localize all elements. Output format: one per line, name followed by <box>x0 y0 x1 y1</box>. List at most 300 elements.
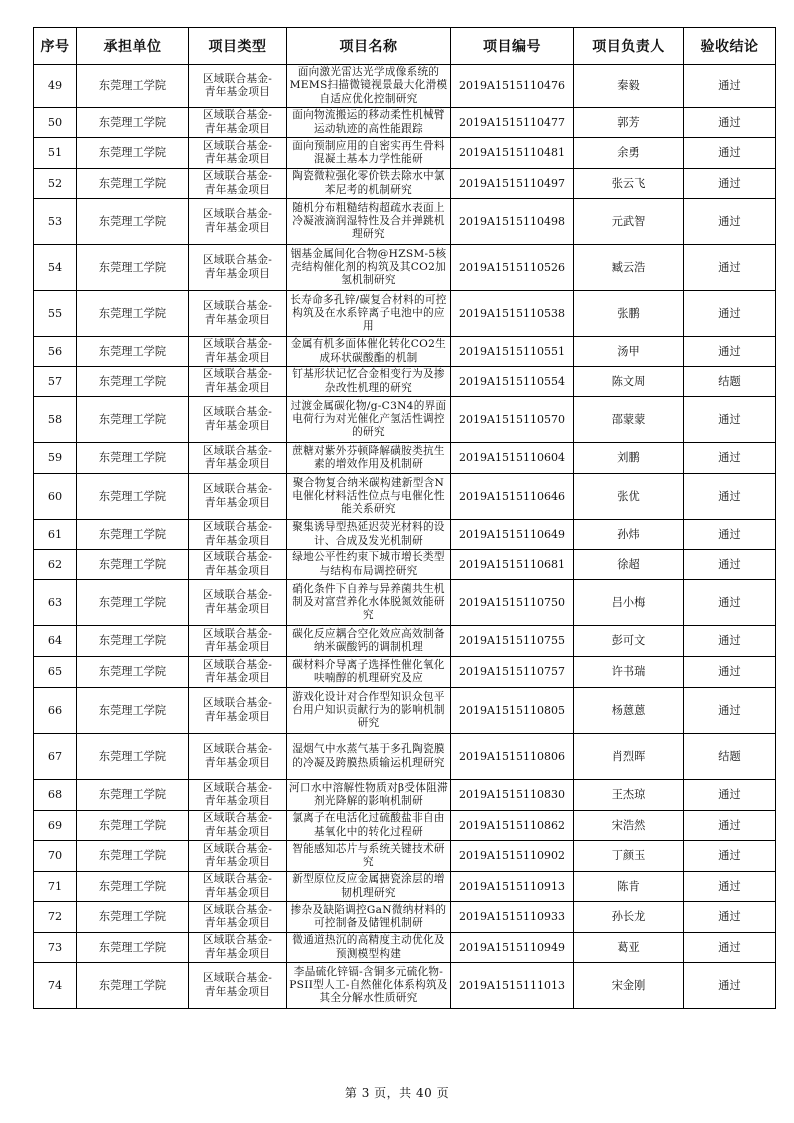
cell-project-title <box>287 734 451 780</box>
cell-serial-no <box>34 872 77 902</box>
acceptance-result: 通过 <box>718 412 741 426</box>
cell-acceptance-result <box>684 108 776 138</box>
project-leader: 肖烈晖 <box>611 749 646 763</box>
table-row <box>34 780 776 811</box>
acceptance-result: 通过 <box>718 306 741 320</box>
cell-project-leader <box>574 245 684 291</box>
project-leader: 张鹏 <box>617 306 640 320</box>
cell-project-leader <box>574 291 684 337</box>
project-type-line-2: 青年基金项目 <box>204 856 271 868</box>
project-code: 2019A1515111013 <box>459 978 565 992</box>
table-row <box>34 841 776 872</box>
cell-project-code <box>451 734 574 780</box>
unit-name: 东莞理工学院 <box>98 176 167 190</box>
unit-name: 东莞理工学院 <box>98 306 167 320</box>
cell-unit <box>77 108 189 138</box>
cell-project-leader <box>574 443 684 474</box>
cell-project-type <box>189 169 287 199</box>
cell-project-leader <box>574 734 684 780</box>
project-type-line-1: 区域联合基金- <box>202 873 273 886</box>
table-row <box>34 657 776 688</box>
acceptance-result: 通过 <box>718 595 741 609</box>
cell-acceptance-result <box>684 657 776 688</box>
cell-serial-no <box>34 291 77 337</box>
table-row <box>34 245 776 291</box>
project-type-line-2: 青年基金项目 <box>204 825 271 838</box>
unit-name: 东莞理工学院 <box>98 489 167 503</box>
cell-unit <box>77 688 189 734</box>
cell-serial-no <box>34 474 77 520</box>
project-title: 绿地公平性约束下城市增长类型与结构布局调控研究 <box>292 551 445 577</box>
project-code: 2019A1515110538 <box>459 306 565 320</box>
project-type-line-1: 区域联合基金- <box>202 521 273 534</box>
cell-project-type <box>189 520 287 550</box>
cell-project-type <box>189 337 287 367</box>
project-type-line-1: 区域联合基金- <box>202 368 273 381</box>
table-row <box>34 580 776 626</box>
table-row <box>34 520 776 550</box>
cell-project-leader <box>574 550 684 580</box>
project-type-line-1: 区域联合基金- <box>202 208 273 221</box>
project-type-line-2: 青年基金项目 <box>204 153 271 165</box>
acceptance-result: 结题 <box>718 749 741 763</box>
project-type-line-1: 区域联合基金- <box>202 551 273 564</box>
cell-project-type <box>189 734 287 780</box>
project-code: 2019A1515110933 <box>459 910 565 924</box>
cell-project-type <box>189 841 287 872</box>
project-title: 李晶硫化锌镉-含铜多元硫化物-PSII型人工-自然催化体系构筑及其全分解水性质研究 <box>289 965 448 1005</box>
cell-project-type <box>189 902 287 933</box>
cell-project-title <box>287 963 451 1009</box>
project-code: 2019A1515110902 <box>459 849 565 863</box>
cell-project-type <box>189 933 287 963</box>
project-code: 2019A1515110681 <box>459 557 565 571</box>
project-leader: 邵蒙蒙 <box>611 412 646 426</box>
cell-serial-no <box>34 811 77 841</box>
table-row <box>34 872 776 902</box>
project-code: 2019A1515110551 <box>459 344 565 358</box>
cell-unit <box>77 199 189 245</box>
acceptance-result: 通过 <box>718 818 741 832</box>
project-code: 2019A1515110476 <box>459 79 565 93</box>
table-row <box>34 367 776 397</box>
cell-project-leader <box>574 933 684 963</box>
unit-name: 东莞理工学院 <box>98 412 167 426</box>
project-type-line-1: 区域联合基金- <box>202 812 273 825</box>
unit-name: 东莞理工学院 <box>98 451 167 465</box>
cell-unit <box>77 397 189 443</box>
acceptance-result: 通过 <box>718 79 741 93</box>
acceptance-result: 结题 <box>718 374 741 388</box>
serial-no: 69 <box>47 818 63 832</box>
table-row <box>34 108 776 138</box>
cell-acceptance-result <box>684 367 776 397</box>
cell-project-type <box>189 443 287 474</box>
project-title: 新型原位反应金属搪瓷涂层的增韧机理研究 <box>292 873 445 899</box>
project-type-line-2: 青年基金项目 <box>204 534 271 547</box>
cell-unit <box>77 550 189 580</box>
acceptance-result: 通过 <box>718 451 741 465</box>
cell-serial-no <box>34 841 77 872</box>
header-row <box>34 28 776 65</box>
table-row <box>34 933 776 963</box>
cell-project-title <box>287 657 451 688</box>
cell-project-leader <box>574 841 684 872</box>
project-type-line-1: 区域联合基金- <box>202 254 273 267</box>
serial-no: 55 <box>47 306 63 320</box>
cell-project-leader <box>574 169 684 199</box>
serial-no: 50 <box>47 115 63 129</box>
cell-acceptance-result <box>684 688 776 734</box>
unit-name: 东莞理工学院 <box>98 260 167 274</box>
project-type-line-2: 青年基金项目 <box>204 86 271 98</box>
cell-acceptance-result <box>684 245 776 291</box>
unit-name: 东莞理工学院 <box>98 703 167 717</box>
project-acceptance-table <box>33 27 776 1009</box>
cell-serial-no <box>34 550 77 580</box>
project-type-line-2: 青年基金项目 <box>204 947 271 960</box>
project-code: 2019A1515110913 <box>459 879 565 893</box>
unit-name: 东莞理工学院 <box>98 595 167 609</box>
project-type-line-2: 青年基金项目 <box>204 183 271 196</box>
project-type-line-2: 青年基金项目 <box>204 985 271 998</box>
cell-project-code <box>451 550 574 580</box>
cell-project-code <box>451 933 574 963</box>
table-row <box>34 688 776 734</box>
project-title: 面向物流搬运的移动柔性机械臂运动轨迹的高性能跟踪 <box>292 109 445 135</box>
cell-project-title <box>287 626 451 657</box>
cell-project-code <box>451 337 574 367</box>
project-title: 面向激光雷达光学成像系统的MEMS扫描微镜视景最大化滑模自适应优化控制研究 <box>289 66 448 105</box>
cell-acceptance-result <box>684 397 776 443</box>
cell-project-type <box>189 550 287 580</box>
cell-acceptance-result <box>684 780 776 811</box>
cell-acceptance-result <box>684 902 776 933</box>
table-row <box>34 474 776 520</box>
cell-project-type <box>189 811 287 841</box>
table-row <box>34 337 776 367</box>
project-type-line-1: 区域联合基金- <box>202 842 273 855</box>
cell-unit <box>77 520 189 550</box>
project-leader: 张优 <box>617 489 640 503</box>
serial-no: 66 <box>47 703 63 717</box>
project-leader: 许书瑞 <box>611 665 646 679</box>
cell-project-type <box>189 688 287 734</box>
serial-no: 53 <box>47 214 63 228</box>
project-title: 聚集诱导型热延迟荧光材料的设计、合成及发光机制研 <box>292 521 445 547</box>
project-title: 蔗糖对紫外芬顿降解磺胺类抗生素的增效作用及机制研 <box>292 444 445 470</box>
serial-no: 57 <box>47 374 63 388</box>
project-leader: 臧云浩 <box>611 260 646 274</box>
project-title: 钉基形状记忆合金相变行为及掺杂改性机理的研究 <box>292 368 445 394</box>
project-leader: 杨蒽蒽 <box>611 703 646 717</box>
unit-name: 东莞理工学院 <box>98 879 167 893</box>
cell-project-type <box>189 65 287 108</box>
project-code: 2019A1515110757 <box>459 665 565 679</box>
unit-name: 东莞理工学院 <box>98 940 167 954</box>
page-number: 第 3 页，共 40 页 <box>344 1086 450 1100</box>
cell-project-title <box>287 902 451 933</box>
cell-project-type <box>189 367 287 397</box>
project-type-line-1: 区域联合基金- <box>202 170 273 183</box>
cell-project-code <box>451 199 574 245</box>
acceptance-result: 通过 <box>718 557 741 571</box>
header-project-code: 项目编号 <box>451 28 574 65</box>
project-type-line-1: 区域联合基金- <box>202 406 273 419</box>
cell-project-code <box>451 397 574 443</box>
project-code: 2019A1515110805 <box>459 703 565 717</box>
project-leader: 郭芳 <box>617 115 640 129</box>
cell-unit <box>77 337 189 367</box>
cell-project-leader <box>574 811 684 841</box>
cell-acceptance-result <box>684 474 776 520</box>
serial-no: 71 <box>47 879 63 893</box>
cell-project-title <box>287 811 451 841</box>
cell-project-type <box>189 108 287 138</box>
project-type-line-2: 青年基金项目 <box>204 917 271 929</box>
project-leader: 宋浩然 <box>611 818 646 832</box>
acceptance-result: 通过 <box>718 115 741 129</box>
project-title: 铟基金属间化合物@HZSM-5核壳结构催化剂的构筑及其CO2加氢机制研究 <box>290 247 447 287</box>
cell-serial-no <box>34 65 77 108</box>
project-leader: 陈文周 <box>611 374 646 388</box>
project-type-line-2: 青年基金项目 <box>204 122 271 135</box>
table-row <box>34 169 776 199</box>
project-code: 2019A1515110526 <box>459 260 565 274</box>
cell-serial-no <box>34 963 77 1009</box>
serial-no: 56 <box>47 344 63 358</box>
table-row <box>34 626 776 657</box>
cell-project-type <box>189 199 287 245</box>
project-type-line-2: 青年基金项目 <box>204 313 271 326</box>
table-header <box>34 28 776 65</box>
acceptance-result: 通过 <box>718 260 741 274</box>
unit-name: 东莞理工学院 <box>98 634 167 648</box>
unit-name: 东莞理工学院 <box>98 788 167 802</box>
cell-serial-no <box>34 199 77 245</box>
cell-unit <box>77 872 189 902</box>
cell-project-title <box>287 367 451 397</box>
project-type-line-2: 青年基金项目 <box>204 351 271 364</box>
cell-project-type <box>189 397 287 443</box>
table-row <box>34 443 776 474</box>
unit-name: 东莞理工学院 <box>98 374 167 388</box>
project-title: 过渡金属碳化物/g-C3N4的界面电荷行为对光催化产氢活性调控的研究 <box>290 399 447 439</box>
header-acceptance-result: 验收结论 <box>684 28 776 65</box>
project-type-line-1: 区域联合基金- <box>202 743 273 756</box>
cell-project-type <box>189 657 287 688</box>
acceptance-result: 通过 <box>718 910 741 924</box>
serial-no: 49 <box>47 79 63 93</box>
cell-unit <box>77 657 189 688</box>
project-code: 2019A1515110497 <box>459 176 565 190</box>
serial-no: 58 <box>47 412 63 426</box>
table-row <box>34 199 776 245</box>
cell-project-type <box>189 626 287 657</box>
serial-no: 64 <box>47 634 63 648</box>
cell-project-title <box>287 780 451 811</box>
cell-serial-no <box>34 520 77 550</box>
cell-acceptance-result <box>684 138 776 169</box>
project-code: 2019A1515110862 <box>459 818 565 832</box>
project-code: 2019A1515110481 <box>459 146 565 160</box>
cell-serial-no <box>34 367 77 397</box>
cell-unit <box>77 443 189 474</box>
cell-serial-no <box>34 580 77 626</box>
acceptance-result: 通过 <box>718 344 741 358</box>
project-type-line-1: 区域联合基金- <box>202 109 273 122</box>
cell-serial-no <box>34 138 77 169</box>
cell-acceptance-result <box>684 580 776 626</box>
project-type-line-2: 青年基金项目 <box>204 756 271 769</box>
project-type-line-2: 青年基金项目 <box>204 710 271 723</box>
header-serial-no: 序号 <box>34 28 77 65</box>
project-title: 金属有机多面体催化转化CO2生成环状碳酸酯的机制 <box>290 338 447 364</box>
serial-no: 74 <box>47 978 63 992</box>
table-row <box>34 291 776 337</box>
project-code: 2019A1515110750 <box>459 595 565 609</box>
cell-unit <box>77 841 189 872</box>
cell-serial-no <box>34 780 77 811</box>
table-row <box>34 811 776 841</box>
project-title: 硝化条件下自养与异养菌共生机制及对富营养化水体脱氮效能研究 <box>292 582 445 622</box>
project-leader: 张云飞 <box>611 176 646 190</box>
serial-no: 60 <box>47 489 63 503</box>
table-row <box>34 550 776 580</box>
cell-project-leader <box>574 474 684 520</box>
cell-serial-no <box>34 933 77 963</box>
acceptance-result: 通过 <box>718 703 741 717</box>
cell-project-code <box>451 474 574 520</box>
cell-project-code <box>451 626 574 657</box>
project-leader: 吕小梅 <box>611 595 646 609</box>
project-type-line-1: 区域联合基金- <box>202 589 273 602</box>
table-body <box>34 65 776 1009</box>
cell-serial-no <box>34 626 77 657</box>
project-code: 2019A1515110604 <box>459 451 565 465</box>
acceptance-result: 通过 <box>718 176 741 190</box>
project-type-line-1: 区域联合基金- <box>202 781 273 794</box>
cell-unit <box>77 65 189 108</box>
serial-no: 72 <box>47 910 63 924</box>
cell-project-leader <box>574 199 684 245</box>
cell-unit <box>77 780 189 811</box>
cell-serial-no <box>34 902 77 933</box>
cell-acceptance-result <box>684 841 776 872</box>
cell-project-type <box>189 780 287 811</box>
project-leader: 孙长龙 <box>611 910 646 924</box>
project-type-line-2: 青年基金项目 <box>204 795 271 807</box>
project-type-line-2: 青年基金项目 <box>204 496 271 509</box>
cell-acceptance-result <box>684 337 776 367</box>
cell-project-type <box>189 580 287 626</box>
project-leader: 秦毅 <box>617 79 640 93</box>
acceptance-result: 通过 <box>718 634 741 648</box>
project-code: 2019A1515110646 <box>459 489 565 503</box>
project-leader: 元武智 <box>611 214 646 228</box>
table-row <box>34 734 776 780</box>
project-title: 长寿命多孔锌/碳复合材料的可控构筑及在水系锌离子电池中的应用 <box>290 293 447 333</box>
cell-project-leader <box>574 580 684 626</box>
cell-project-title <box>287 474 451 520</box>
project-title: 智能感知芯片与系统关键技术研究 <box>292 842 445 868</box>
cell-unit <box>77 902 189 933</box>
cell-project-leader <box>574 963 684 1009</box>
unit-name: 东莞理工学院 <box>98 978 167 992</box>
cell-project-title <box>287 872 451 902</box>
cell-project-type <box>189 245 287 291</box>
cell-project-code <box>451 780 574 811</box>
project-title: 河口水中溶解性物质对β受体阻滞剂光降解的影响机制研 <box>289 781 448 807</box>
project-leader: 陈肯 <box>617 879 640 893</box>
cell-project-leader <box>574 902 684 933</box>
cell-project-type <box>189 963 287 1009</box>
cell-project-code <box>451 841 574 872</box>
cell-project-code <box>451 138 574 169</box>
cell-unit <box>77 367 189 397</box>
project-title: 掺杂及缺陷调控GaN微纳材料的可控制备及储锂机制研 <box>290 903 447 929</box>
cell-project-code <box>451 65 574 108</box>
serial-no: 62 <box>47 557 63 571</box>
acceptance-result: 通过 <box>718 849 741 863</box>
acceptance-result: 通过 <box>718 214 741 228</box>
cell-acceptance-result <box>684 963 776 1009</box>
project-title: 湿烟气中水蒸气基于多孔陶瓷膜的冷凝及跨膜热质输运机理研究 <box>292 743 445 769</box>
cell-acceptance-result <box>684 169 776 199</box>
project-type-line-1: 区域联合基金- <box>202 300 273 313</box>
cell-project-title <box>287 520 451 550</box>
project-title: 碳化反应耦合空化效应高效制备纳米碳酸钙的调制机理 <box>292 627 445 653</box>
cell-project-title <box>287 841 451 872</box>
cell-serial-no <box>34 443 77 474</box>
project-type-line-1: 区域联合基金- <box>202 483 273 496</box>
cell-project-code <box>451 169 574 199</box>
cell-project-leader <box>574 337 684 367</box>
project-leader: 丁颜玉 <box>611 849 646 863</box>
project-leader: 葛亚 <box>617 940 640 954</box>
cell-serial-no <box>34 397 77 443</box>
table-row <box>34 397 776 443</box>
project-type-line-1: 区域联合基金- <box>202 972 273 985</box>
acceptance-result: 通过 <box>718 978 741 992</box>
cell-project-leader <box>574 65 684 108</box>
project-type-line-1: 区域联合基金- <box>202 72 273 85</box>
cell-project-code <box>451 520 574 550</box>
project-leader: 王杰琼 <box>611 788 646 802</box>
cell-project-leader <box>574 688 684 734</box>
cell-unit <box>77 474 189 520</box>
cell-project-leader <box>574 397 684 443</box>
cell-serial-no <box>34 108 77 138</box>
project-leader: 宋金刚 <box>611 978 646 992</box>
cell-unit <box>77 291 189 337</box>
cell-serial-no <box>34 657 77 688</box>
cell-project-title <box>287 397 451 443</box>
project-type-line-2: 青年基金项目 <box>204 672 271 684</box>
project-type-line-2: 青年基金项目 <box>204 458 271 470</box>
project-code: 2019A1515110755 <box>459 634 565 648</box>
serial-no: 70 <box>47 849 63 863</box>
acceptance-result: 通过 <box>718 879 741 893</box>
cell-unit <box>77 626 189 657</box>
cell-project-code <box>451 443 574 474</box>
cell-serial-no <box>34 337 77 367</box>
unit-name: 东莞理工学院 <box>98 79 167 93</box>
project-type-line-1: 区域联合基金- <box>202 444 273 457</box>
cell-project-leader <box>574 657 684 688</box>
project-leader: 彭可文 <box>611 634 646 648</box>
header-project-title: 项目名称 <box>287 28 451 65</box>
